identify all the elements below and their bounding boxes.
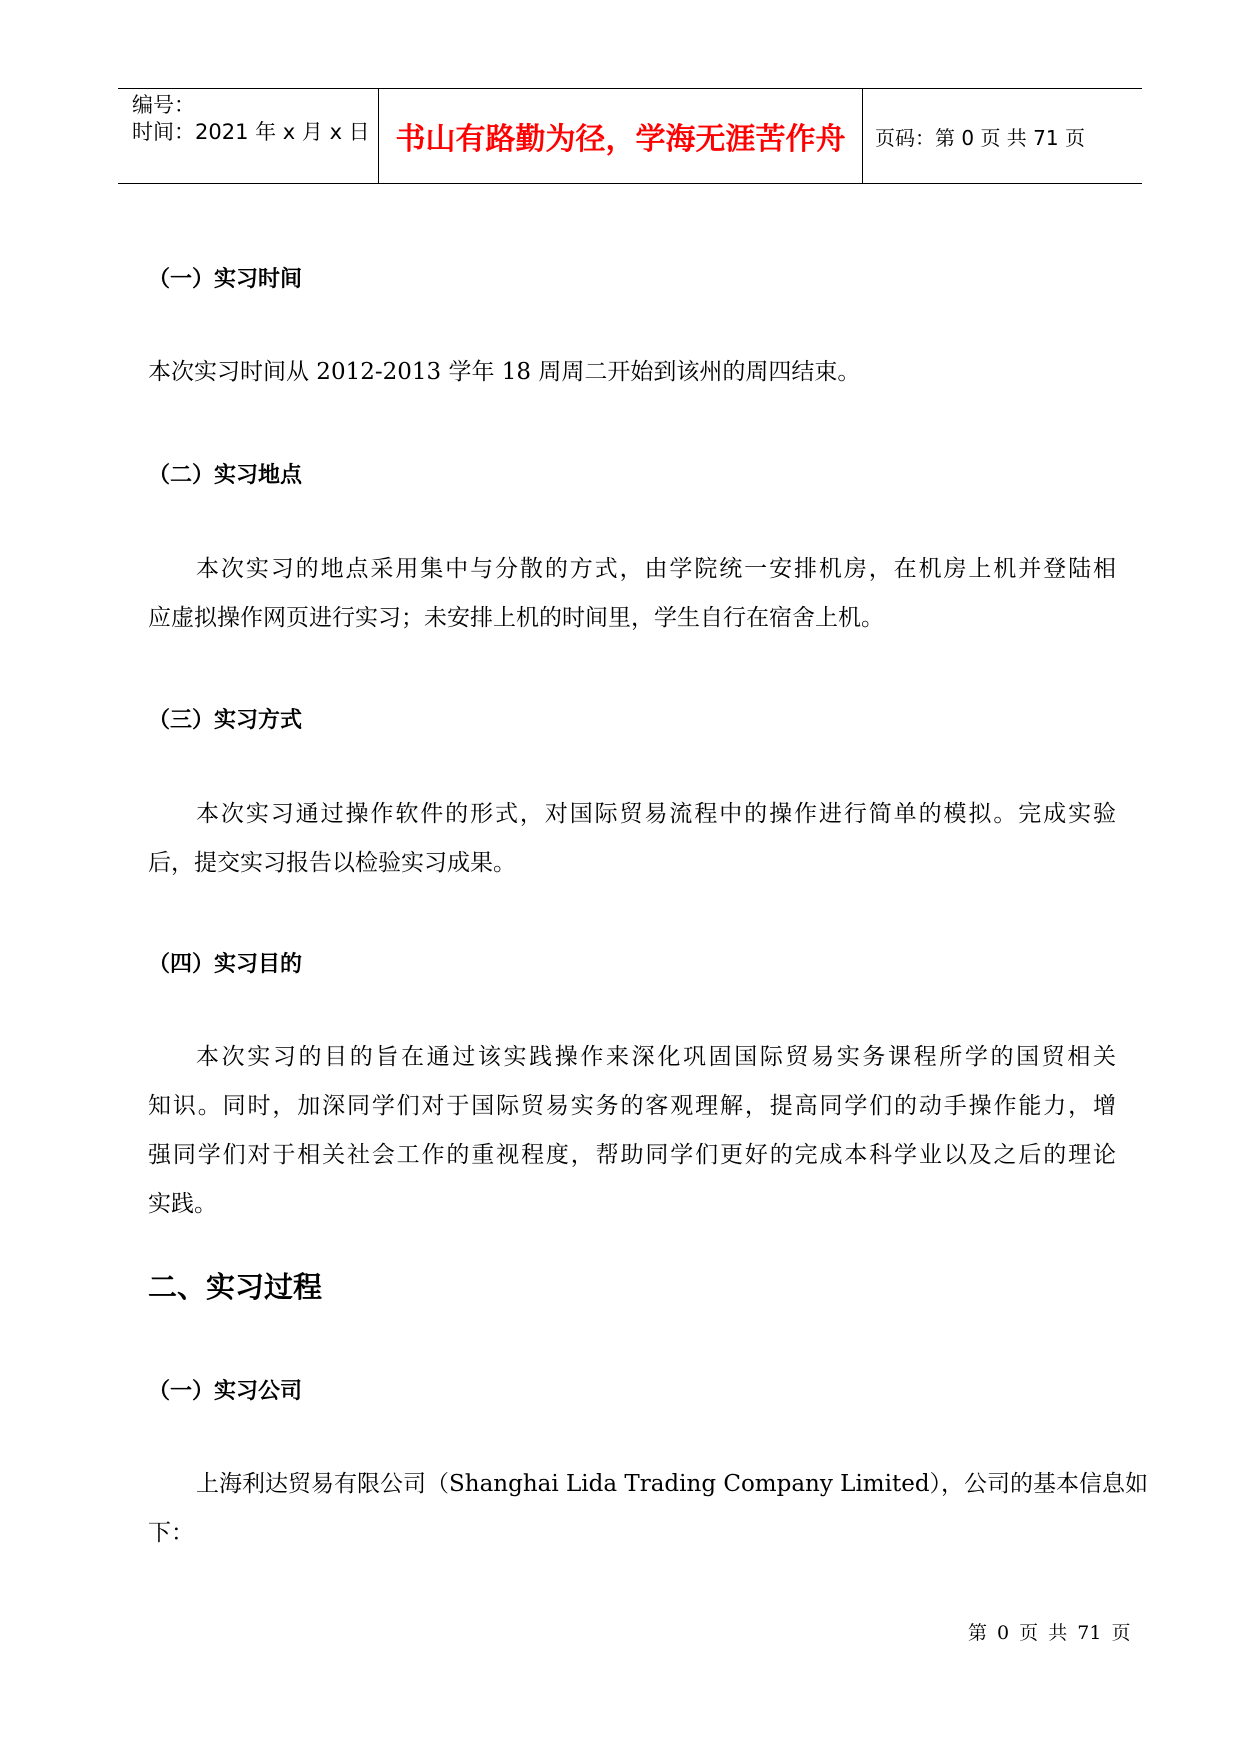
- paragraph-line: 知识。同时，加深同学们对于国际贸易实务的客观理解，提高同学们的动手操作能力，增: [148, 1093, 1116, 1119]
- paragraph-line: 本次实习的目的旨在通过该实践操作来深化巩固国际贸易实务课程所学的国贸相关: [196, 1044, 1116, 1070]
- paragraph-location: [148, 545, 1116, 643]
- document-time-label: 时间：2021 年 x 月 x 日: [132, 120, 370, 144]
- paragraph-line: 强同学们对于相关社会工作的重视程度，帮助同学们更好的完成本科学业以及之后的理论: [148, 1142, 1116, 1168]
- paragraph-method: [148, 790, 1116, 888]
- paragraph-time: [148, 348, 1116, 397]
- page-header: [118, 88, 1142, 184]
- section-heading-location: （二）实习地点: [148, 463, 303, 488]
- header-page-code: 页码：第 0 页 共 71 页: [875, 125, 1085, 150]
- header-left-cell: [118, 89, 378, 183]
- paragraph-purpose: [148, 1033, 1116, 1229]
- paragraph-line: 实践。: [148, 1191, 217, 1217]
- header-motto: 书山有路勤为径，学海无涯苦作舟: [395, 122, 846, 157]
- paragraph-line: 后，提交实习报告以检验实习成果。: [148, 850, 516, 876]
- paragraph-company: [148, 1460, 1149, 1558]
- page-footer: 第 0 页 共 71 页: [968, 1622, 1131, 1644]
- section-heading-time: （一）实习时间: [148, 267, 303, 292]
- paragraph-line: 本次实习时间从 2012-2013 学年 18 周周二开始到该州的周四结束。: [148, 359, 861, 385]
- paragraph-line: 下：: [148, 1520, 194, 1546]
- paragraph-line: 本次实习通过操作软件的形式，对国际贸易流程中的操作进行简单的模拟。完成实验: [196, 801, 1116, 827]
- paragraph-line: 应虚拟操作网页进行实习；未安排上机的时间里，学生自行在宿舍上机。: [148, 605, 884, 631]
- section-heading-method: （三）实习方式: [148, 708, 303, 733]
- section-heading-purpose: （四）实习目的: [148, 952, 303, 977]
- section-heading-company: （一）实习公司: [148, 1379, 303, 1404]
- chapter-heading-process: 二、实习过程: [148, 1270, 323, 1304]
- document-number-label: 编号：: [132, 93, 195, 117]
- paragraph-line: 上海利达贸易有限公司（Shanghai Lida Trading Company Limited），公司的基本信息如: [196, 1471, 1149, 1497]
- paragraph-line: 本次实习的地点采用集中与分散的方式，由学院统一安排机房，在机房上机并登陆相: [196, 556, 1116, 582]
- header-page-cell: [863, 89, 1142, 183]
- header-motto-cell: [378, 89, 863, 183]
